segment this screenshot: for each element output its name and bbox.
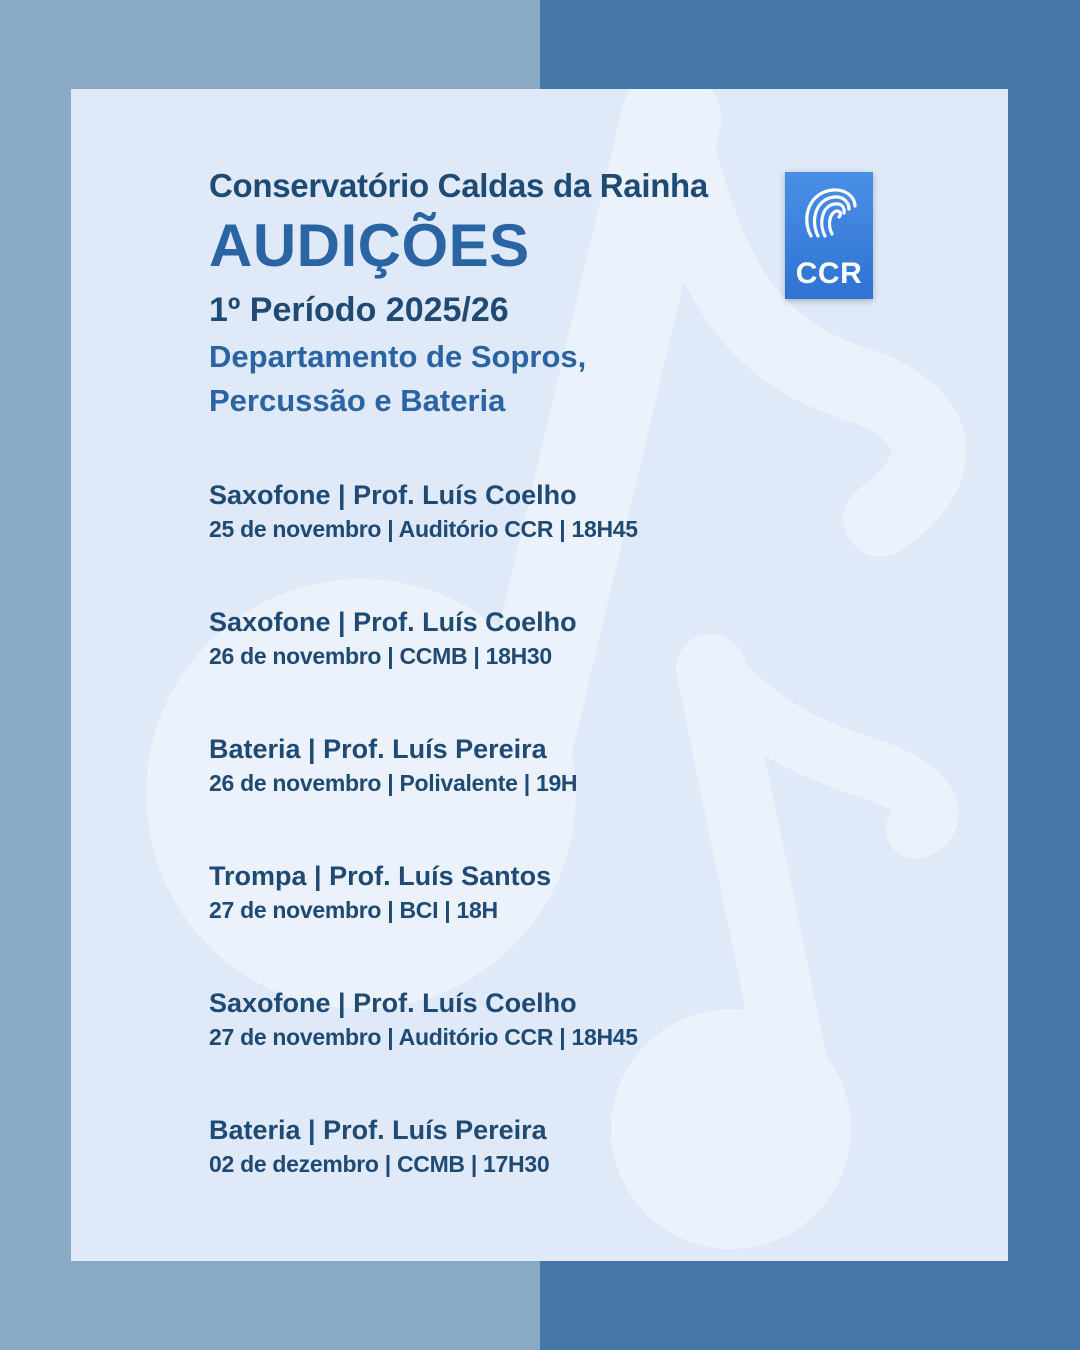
event-details: 27 de novembro | BCI | 18H bbox=[209, 897, 498, 923]
event-title: Bateria | Prof. Luís Pereira bbox=[209, 734, 547, 764]
poster-card bbox=[71, 89, 1008, 1261]
event-details: 27 de novembro | Auditório CCR | 18H45 bbox=[209, 1024, 638, 1050]
event-item bbox=[209, 985, 769, 1112]
event-title: Saxofone | Prof. Luís Coelho bbox=[209, 480, 577, 510]
event-details: 26 de novembro | CCMB | 18H30 bbox=[209, 643, 552, 669]
logo-text: CCR bbox=[795, 257, 863, 290]
event-details: 25 de novembro | Auditório CCR | 18H45 bbox=[209, 516, 638, 542]
page-title: AUDIÇÕES bbox=[209, 212, 530, 279]
ccr-logo bbox=[785, 172, 873, 299]
event-title: Bateria | Prof. Luís Pereira bbox=[209, 1115, 547, 1145]
content bbox=[209, 161, 769, 1239]
department-line-1: Departamento de Sopros, bbox=[209, 339, 587, 374]
events-list bbox=[209, 477, 769, 1239]
event-item bbox=[209, 477, 769, 604]
event-item bbox=[209, 1112, 769, 1239]
event-title: Trompa | Prof. Luís Santos bbox=[209, 861, 552, 891]
school-name: Conservatório Caldas da Rainha bbox=[209, 167, 708, 204]
event-details: 26 de novembro | Polivalente | 19H bbox=[209, 770, 578, 796]
event-details: 02 de dezembro | CCMB | 17H30 bbox=[209, 1151, 550, 1177]
event-title: Saxofone | Prof. Luís Coelho bbox=[209, 988, 577, 1018]
wave-swirl-logo-icon bbox=[799, 184, 859, 244]
event-item bbox=[209, 731, 769, 858]
department-line-2: Percussão e Bateria bbox=[209, 383, 506, 418]
event-item bbox=[209, 858, 769, 985]
event-item bbox=[209, 604, 769, 731]
event-title: Saxofone | Prof. Luís Coelho bbox=[209, 607, 577, 637]
period-subtitle: 1º Período 2025/26 bbox=[209, 291, 509, 329]
